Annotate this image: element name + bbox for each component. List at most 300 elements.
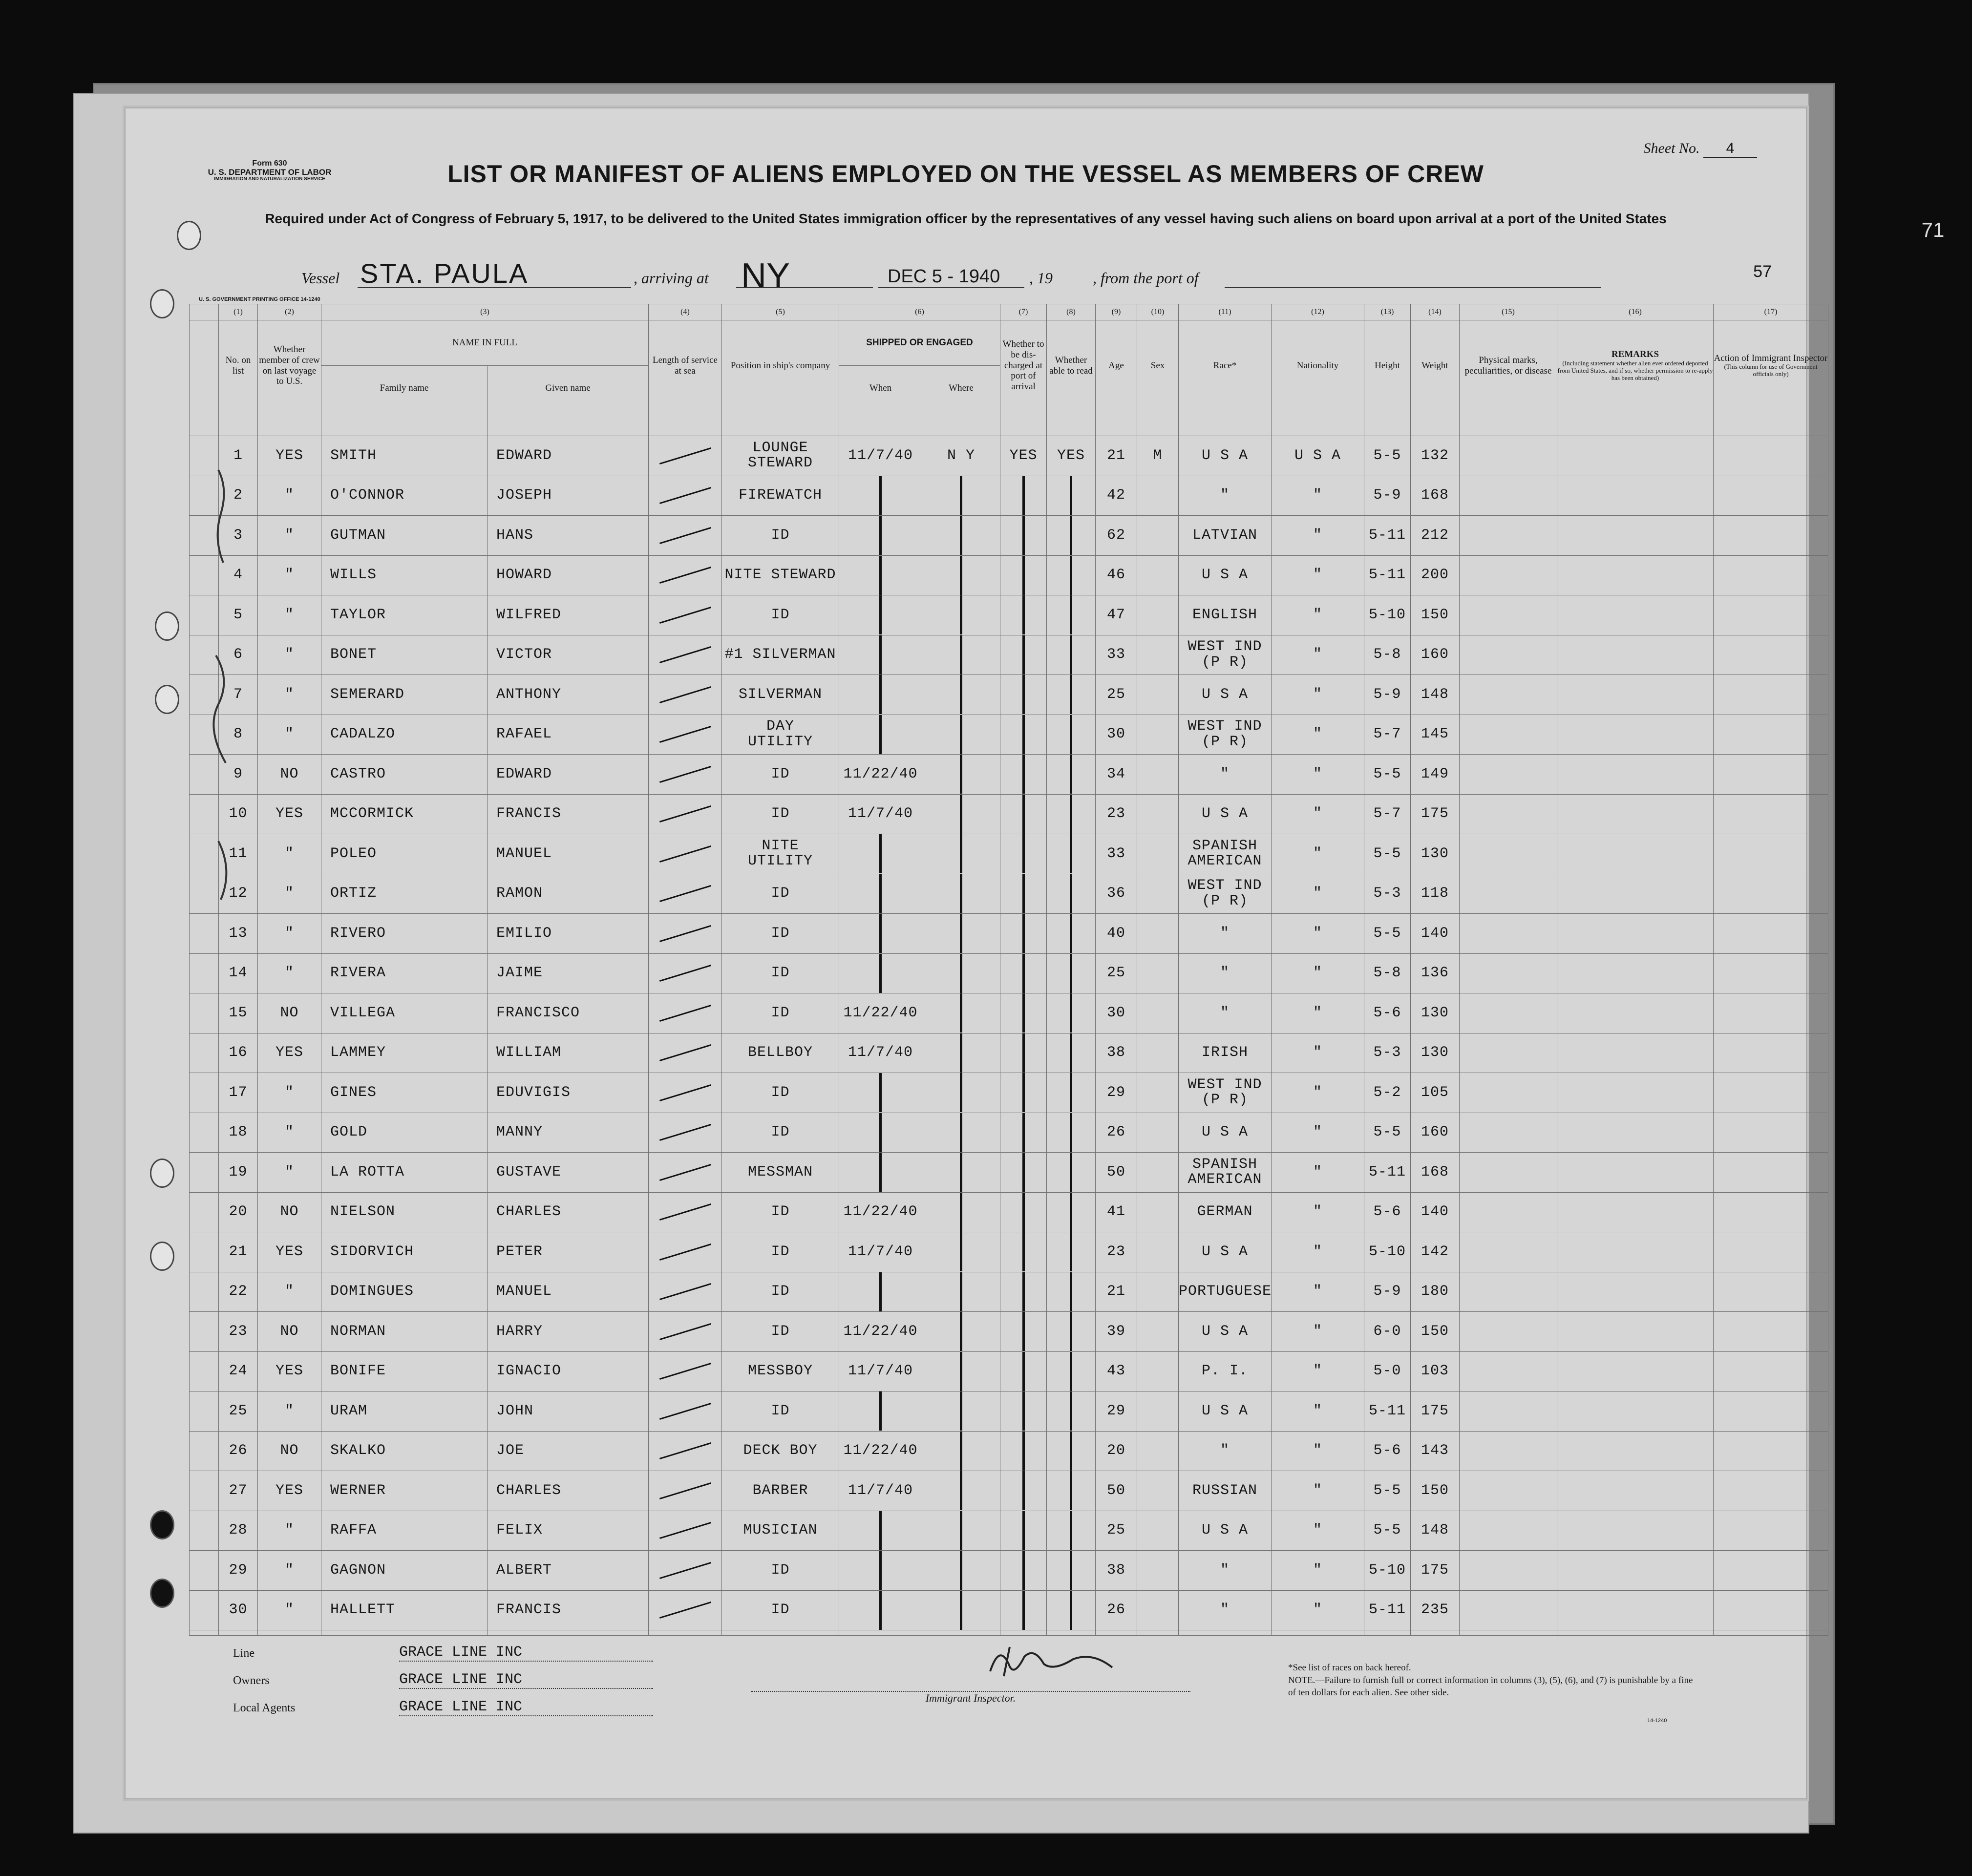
crew-height: 5-5	[1364, 834, 1411, 874]
crew-remarks	[1557, 516, 1714, 556]
ditto-line	[960, 1352, 962, 1391]
crew-shipped-where	[922, 1192, 1000, 1232]
owners-label: Owners	[233, 1674, 270, 1687]
crew-inspector-action	[1714, 1272, 1828, 1312]
crew-last-voyage: "	[258, 1391, 321, 1432]
crew-weight: 150	[1411, 595, 1460, 635]
crew-weight: 103	[1411, 1351, 1460, 1391]
crew-physical-marks	[1460, 635, 1557, 675]
crew-discharged	[1000, 635, 1047, 675]
crew-sex	[1137, 993, 1179, 1033]
crew-physical-marks	[1460, 1113, 1557, 1153]
crew-shipped-where	[922, 1431, 1000, 1471]
crew-inspector-action	[1714, 555, 1828, 595]
crew-row	[190, 635, 1828, 675]
crew-shipped-where	[922, 1272, 1000, 1312]
crew-length-service	[649, 1272, 722, 1312]
crew-family-name: LAMMEY	[321, 1033, 488, 1073]
crew-weight: 140	[1411, 1192, 1460, 1232]
crew-given-name: MANNY	[488, 1113, 649, 1153]
crew-length-service	[649, 874, 722, 914]
crew-nationality: "	[1272, 476, 1364, 516]
service-tick-mark	[659, 1562, 711, 1579]
ditto-line	[960, 914, 962, 953]
crew-physical-marks	[1460, 874, 1557, 914]
ditto-line	[1022, 1312, 1025, 1351]
ditto-line	[879, 516, 882, 555]
crew-position: ID	[722, 516, 839, 556]
punch-hole	[177, 221, 201, 250]
crew-position: ID	[722, 1272, 839, 1312]
crew-height: 5-11	[1364, 516, 1411, 556]
crew-no: 1	[219, 436, 258, 476]
ditto-line	[1022, 595, 1025, 634]
crew-race: "	[1179, 914, 1272, 954]
crew-row	[190, 834, 1828, 874]
crew-row	[190, 1391, 1828, 1432]
crew-sex	[1137, 1033, 1179, 1073]
crew-length-service	[649, 1590, 722, 1630]
crew-nationality: "	[1272, 516, 1364, 556]
ditto-line	[879, 1551, 882, 1590]
service-tick-mark	[659, 1084, 711, 1101]
ditto-line	[1022, 1272, 1025, 1311]
ditto-line	[1070, 1591, 1072, 1630]
crew-discharged	[1000, 794, 1047, 834]
crew-remarks	[1557, 1471, 1714, 1511]
crew-shipped-when: 11/7/40	[839, 1232, 922, 1272]
crew-age: 36	[1096, 874, 1137, 914]
crew-length-service	[649, 1312, 722, 1352]
crew-sex	[1137, 1192, 1179, 1232]
crew-shipped-where	[922, 1153, 1000, 1193]
vessel-label: Vessel	[301, 269, 340, 287]
crew-row	[190, 1431, 1828, 1471]
ditto-line	[960, 954, 962, 993]
crew-length-service	[649, 914, 722, 954]
crew-given-name: EDUVIGIS	[488, 1073, 649, 1113]
crew-given-name: EDWARD	[488, 755, 649, 795]
crew-physical-marks	[1460, 555, 1557, 595]
crew-able-to-read	[1047, 476, 1096, 516]
crew-row	[190, 675, 1828, 715]
vessel-name: STA. PAULA	[360, 258, 529, 289]
crew-sex	[1137, 953, 1179, 993]
crew-discharged	[1000, 476, 1047, 516]
ditto-line	[960, 516, 962, 555]
header-nationality: Nationality	[1272, 320, 1364, 411]
crew-weight: 200	[1411, 555, 1460, 595]
crew-discharged	[1000, 1272, 1047, 1312]
ditto-line	[1070, 1352, 1072, 1391]
crew-inspector-action	[1714, 1551, 1828, 1591]
crew-no: 8	[219, 715, 258, 755]
service-tick-mark	[659, 686, 711, 703]
service-tick-mark	[659, 1005, 711, 1022]
crew-race: U S A	[1179, 675, 1272, 715]
ditto-line	[1022, 755, 1025, 794]
ditto-line	[1022, 834, 1025, 873]
crew-position: LOUNGE STEWARD	[722, 436, 839, 476]
crew-able-to-read	[1047, 1272, 1096, 1312]
crew-length-service	[649, 755, 722, 795]
crew-inspector-action	[1714, 1351, 1828, 1391]
crew-length-service	[649, 1511, 722, 1551]
crew-race: SPANISH AMERICAN	[1179, 1153, 1272, 1193]
service-tick-mark	[659, 567, 711, 584]
crew-inspector-action	[1714, 874, 1828, 914]
crew-shipped-when	[839, 1272, 922, 1312]
crew-position: BARBER	[722, 1471, 839, 1511]
crew-inspector-action	[1714, 476, 1828, 516]
crew-shipped-where	[922, 675, 1000, 715]
crew-sex	[1137, 675, 1179, 715]
crew-able-to-read	[1047, 1511, 1096, 1551]
crew-no: 10	[219, 794, 258, 834]
crew-no: 24	[219, 1351, 258, 1391]
header-where: Where	[922, 366, 1000, 411]
crew-given-name: HARRY	[488, 1312, 649, 1352]
crew-row	[190, 1192, 1828, 1232]
crew-weight: 160	[1411, 635, 1460, 675]
crew-shipped-when	[839, 1551, 922, 1591]
crew-length-service	[649, 1033, 722, 1073]
ditto-line	[879, 635, 882, 675]
crew-position: BELLBOY	[722, 1033, 839, 1073]
crew-length-service	[649, 715, 722, 755]
crew-age: 38	[1096, 1033, 1137, 1073]
ditto-line	[1070, 1551, 1072, 1590]
crew-given-name: MANUEL	[488, 834, 649, 874]
crew-discharged: YES	[1000, 436, 1047, 476]
ditto-line	[879, 874, 882, 913]
ditto-line	[1022, 516, 1025, 555]
crew-age: 25	[1096, 1511, 1137, 1551]
crew-family-name: ORTIZ	[321, 874, 488, 914]
crew-last-voyage: "	[258, 914, 321, 954]
crew-age: 47	[1096, 595, 1137, 635]
crew-sex	[1137, 794, 1179, 834]
crew-inspector-action	[1714, 1033, 1828, 1073]
sheet-number-value: 4	[1703, 140, 1757, 158]
crew-shipped-where: N Y	[922, 436, 1000, 476]
service-tick-mark	[659, 487, 711, 504]
punch-hole	[150, 289, 174, 318]
ditto-line	[1022, 635, 1025, 675]
crew-no: 22	[219, 1272, 258, 1312]
crew-height: 5-6	[1364, 1431, 1411, 1471]
crew-height: 5-5	[1364, 436, 1411, 476]
crew-shipped-where	[922, 1511, 1000, 1551]
crew-family-name: SKALKO	[321, 1431, 488, 1471]
crew-nationality: "	[1272, 595, 1364, 635]
crew-nationality: "	[1272, 1312, 1364, 1352]
col-number: (12)	[1272, 304, 1364, 320]
service-tick-mark	[659, 1124, 711, 1141]
crew-last-voyage: "	[258, 516, 321, 556]
crew-family-name: URAM	[321, 1391, 488, 1432]
crew-remarks	[1557, 476, 1714, 516]
crew-weight: 150	[1411, 1471, 1460, 1511]
service-tick-mark	[659, 1283, 711, 1300]
ditto-line	[1070, 874, 1072, 913]
crew-weight: 136	[1411, 953, 1460, 993]
crew-age: 25	[1096, 953, 1137, 993]
crew-shipped-when	[839, 874, 922, 914]
crew-able-to-read	[1047, 1551, 1096, 1591]
crew-no: 27	[219, 1471, 258, 1511]
crew-height: 5-2	[1364, 1073, 1411, 1113]
crew-race: WEST IND (P R)	[1179, 635, 1272, 675]
crew-shipped-where	[922, 1073, 1000, 1113]
crew-given-name: IGNACIO	[488, 1351, 649, 1391]
fine-note: NOTE.—Failure to furnish full or correct information in columns (3), (5), (6), and (7) is punishable by a fine of ten dollars for each alien. See other side.	[1288, 1675, 1693, 1698]
crew-able-to-read	[1047, 755, 1096, 795]
ditto-line	[960, 715, 962, 754]
crew-remarks	[1557, 436, 1714, 476]
ditto-line	[1022, 1591, 1025, 1630]
crew-discharged	[1000, 1113, 1047, 1153]
crew-position: ID	[722, 914, 839, 954]
column-number-row	[190, 304, 1828, 320]
crew-shipped-where	[922, 476, 1000, 516]
crew-discharged	[1000, 1192, 1047, 1232]
header-discharged: Whether to be dis-charged at port of arrival	[1000, 320, 1047, 411]
ditto-line	[1070, 1193, 1072, 1232]
crew-family-name: RAFFA	[321, 1511, 488, 1551]
crew-length-service	[649, 516, 722, 556]
crew-row	[190, 1590, 1828, 1630]
crew-length-service	[649, 1431, 722, 1471]
col-number: (14)	[1411, 304, 1460, 320]
crew-shipped-when	[839, 1590, 922, 1630]
crew-no: 19	[219, 1153, 258, 1193]
ditto-line	[1022, 1153, 1025, 1192]
ditto-line	[960, 795, 962, 834]
crew-remarks	[1557, 953, 1714, 993]
crew-no: 9	[219, 755, 258, 795]
crew-race: LATVIAN	[1179, 516, 1272, 556]
crew-height: 5-11	[1364, 1153, 1411, 1193]
crew-last-voyage: NO	[258, 755, 321, 795]
ditto-line	[1070, 993, 1072, 1033]
crew-row	[190, 1511, 1828, 1551]
service-tick-mark	[659, 646, 711, 663]
crew-position: ID	[722, 1551, 839, 1591]
crew-family-name: BONET	[321, 635, 488, 675]
crew-nationality: "	[1272, 993, 1364, 1033]
crew-inspector-action	[1714, 1192, 1828, 1232]
ditto-line	[960, 1471, 962, 1510]
crew-sex	[1137, 1471, 1179, 1511]
crew-height: 5-5	[1364, 1113, 1411, 1153]
crew-shipped-when: 11/7/40	[839, 1471, 922, 1511]
service-tick-mark	[659, 766, 711, 783]
crew-weight: 175	[1411, 794, 1460, 834]
crew-given-name: FRANCIS	[488, 794, 649, 834]
header-given-name: Given name	[488, 366, 649, 411]
crew-inspector-action	[1714, 794, 1828, 834]
crew-nationality: "	[1272, 1391, 1364, 1432]
crew-family-name: GUTMAN	[321, 516, 488, 556]
crew-able-to-read	[1047, 1073, 1096, 1113]
header-family-name: Family name	[321, 366, 488, 411]
crew-able-to-read	[1047, 1232, 1096, 1272]
crew-no: 11	[219, 834, 258, 874]
service-tick-mark	[659, 1602, 711, 1619]
ditto-line	[1070, 1232, 1072, 1271]
crew-physical-marks	[1460, 755, 1557, 795]
crew-race: SPANISH AMERICAN	[1179, 834, 1272, 874]
crew-race: WEST IND (P R)	[1179, 874, 1272, 914]
crew-length-service	[649, 1192, 722, 1232]
crew-physical-marks	[1460, 794, 1557, 834]
crew-able-to-read	[1047, 595, 1096, 635]
crew-inspector-action	[1714, 1153, 1828, 1193]
crew-age: 25	[1096, 675, 1137, 715]
ditto-line	[1022, 715, 1025, 754]
crew-position: ID	[722, 1232, 839, 1272]
crew-shipped-when	[839, 595, 922, 635]
crew-family-name: BONIFE	[321, 1351, 488, 1391]
crew-nationality: "	[1272, 1113, 1364, 1153]
crew-family-name: MCCORMICK	[321, 794, 488, 834]
crew-sex	[1137, 1551, 1179, 1591]
crew-family-name: SMITH	[321, 436, 488, 476]
crew-length-service	[649, 993, 722, 1033]
crew-row	[190, 1551, 1828, 1591]
inspector-signature	[980, 1637, 1127, 1681]
crew-nationality: U S A	[1272, 436, 1364, 476]
crew-discharged	[1000, 1391, 1047, 1432]
crew-shipped-when	[839, 1113, 922, 1153]
ditto-line	[1070, 635, 1072, 675]
crew-shipped-where	[922, 1551, 1000, 1591]
crew-age: 29	[1096, 1073, 1137, 1113]
ditto-line	[1070, 834, 1072, 873]
crew-row	[190, 794, 1828, 834]
ditto-line	[960, 1033, 962, 1073]
service-tick-mark	[659, 845, 711, 863]
col-number: (8)	[1047, 304, 1096, 320]
crew-no: 28	[219, 1511, 258, 1551]
crew-shipped-when	[839, 1511, 922, 1551]
crew-race: IRISH	[1179, 1033, 1272, 1073]
ditto-line	[960, 635, 962, 675]
ditto-line	[1070, 1113, 1072, 1152]
crew-length-service	[649, 1551, 722, 1591]
crew-remarks	[1557, 834, 1714, 874]
crew-race: U S A	[1179, 1232, 1272, 1272]
crew-position: ID	[722, 595, 839, 635]
service-tick-mark	[659, 1363, 711, 1380]
department-name: U. S. DEPARTMENT OF LABOR	[208, 167, 332, 177]
ditto-line	[1070, 595, 1072, 634]
form-number: Form 630	[252, 159, 287, 168]
crew-given-name: FELIX	[488, 1511, 649, 1551]
crew-sex	[1137, 755, 1179, 795]
crew-remarks	[1557, 1153, 1714, 1193]
crew-physical-marks	[1460, 914, 1557, 954]
crew-length-service	[649, 834, 722, 874]
crew-length-service	[649, 476, 722, 516]
crew-remarks	[1557, 1590, 1714, 1630]
crew-family-name: CADALZO	[321, 715, 488, 755]
crew-family-name: RIVERA	[321, 953, 488, 993]
ditto-line	[960, 993, 962, 1033]
crew-remarks	[1557, 1232, 1714, 1272]
crew-length-service	[649, 675, 722, 715]
crew-height: 5-10	[1364, 1551, 1411, 1591]
ditto-line	[960, 1232, 962, 1271]
header-shipped: SHIPPED OR ENGAGED	[839, 320, 1000, 366]
crew-position: ID	[722, 874, 839, 914]
ditto-line	[1022, 954, 1025, 993]
ditto-line	[960, 1391, 962, 1431]
crew-inspector-action	[1714, 1391, 1828, 1432]
crew-age: 30	[1096, 715, 1137, 755]
crew-inspector-action	[1714, 516, 1828, 556]
crew-discharged	[1000, 1551, 1047, 1591]
crew-weight: 143	[1411, 1431, 1460, 1471]
crew-given-name: MANUEL	[488, 1272, 649, 1312]
service-tick-mark	[659, 527, 711, 544]
crew-shipped-where	[922, 914, 1000, 954]
crew-given-name: CHARLES	[488, 1192, 649, 1232]
crew-length-service	[649, 1391, 722, 1432]
crew-given-name: RAMON	[488, 874, 649, 914]
ditto-line	[1022, 1551, 1025, 1590]
crew-able-to-read	[1047, 794, 1096, 834]
header-age: Age	[1096, 320, 1137, 411]
crew-given-name: GUSTAVE	[488, 1153, 649, 1193]
crew-age: 33	[1096, 834, 1137, 874]
crew-position: ID	[722, 953, 839, 993]
col-number: (1)	[219, 304, 258, 320]
crew-shipped-when: 11/22/40	[839, 1431, 922, 1471]
crew-no: 3	[219, 516, 258, 556]
col-number: (13)	[1364, 304, 1411, 320]
crew-shipped-when: 11/7/40	[839, 1033, 922, 1073]
crew-position: ID	[722, 1073, 839, 1113]
crew-position: MESSMAN	[722, 1153, 839, 1193]
crew-given-name: WILFRED	[488, 595, 649, 635]
punch-hole	[150, 1159, 174, 1188]
crew-remarks	[1557, 595, 1714, 635]
crew-shipped-when	[839, 914, 922, 954]
crew-shipped-when	[839, 635, 922, 675]
crew-discharged	[1000, 675, 1047, 715]
crew-race: U S A	[1179, 1511, 1272, 1551]
ditto-line	[1070, 1272, 1072, 1311]
vessel-line	[301, 256, 1747, 295]
crew-length-service	[649, 635, 722, 675]
crew-shipped-where	[922, 555, 1000, 595]
crew-shipped-when	[839, 1391, 922, 1432]
crew-discharged	[1000, 1312, 1047, 1352]
ditto-line	[879, 556, 882, 595]
crew-height: 5-5	[1364, 914, 1411, 954]
crew-inspector-action	[1714, 1232, 1828, 1272]
crew-age: 38	[1096, 1551, 1137, 1591]
crew-position: ID	[722, 1192, 839, 1232]
ditto-line	[960, 874, 962, 913]
crew-weight: 235	[1411, 1590, 1460, 1630]
crew-physical-marks	[1460, 1431, 1557, 1471]
crew-discharged	[1000, 1511, 1047, 1551]
crew-discharged	[1000, 1073, 1047, 1113]
line-value: GRACE LINE INC	[399, 1644, 653, 1662]
